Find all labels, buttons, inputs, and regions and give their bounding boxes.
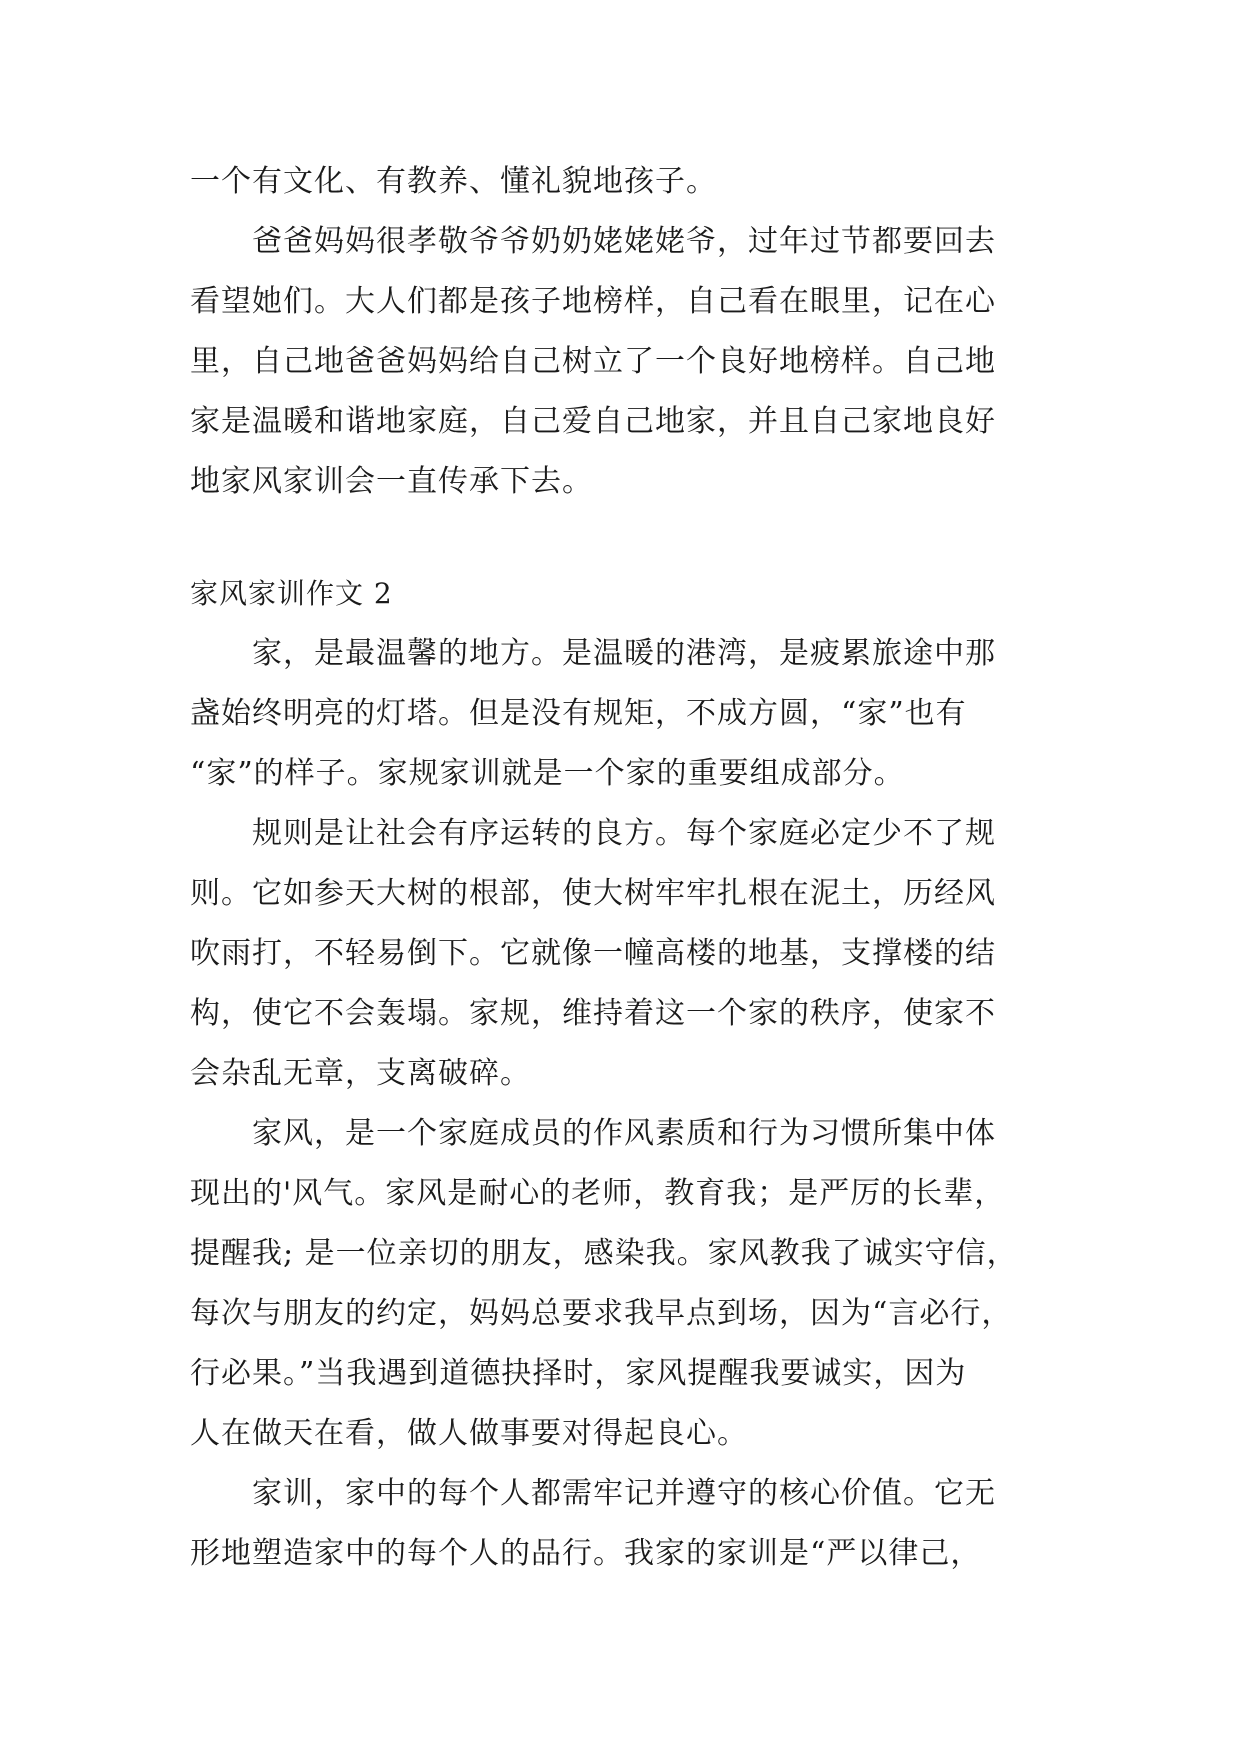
paragraph-1-line: 爸爸妈妈很孝敬爷爷奶奶姥姥姥爷，过年过节都要回去	[190, 224, 996, 259]
paragraph-4-line: 家风，是一个家庭成员的作风素质和行为习惯所集中体	[190, 1116, 996, 1151]
paragraph-4-line: 现出的'风气。家风是耐心的老师，教育我；是严厉的长辈，	[190, 1176, 1006, 1211]
paragraph-2-line: 盏始终明亮的灯塔。但是没有规矩，不成方圆，“家”也有	[190, 696, 967, 731]
paragraph-1-line: 家是温暖和谐地家庭，自己爱自己地家，并且自己家地良好	[190, 404, 996, 439]
section-title: 家风家训作文 2	[190, 577, 393, 610]
paragraph-3-line: 会杂乱无章，支离破碎。	[190, 1056, 531, 1091]
paragraph-3-line: 吹雨打，不轻易倒下。它就像一幢高楼的地基，支撑楼的结	[190, 936, 996, 971]
paragraph-1-line: 地家风家训会一直传承下去。	[190, 464, 593, 499]
intro-line: 一个有文化、有教养、懂礼貌地孩子。	[190, 164, 717, 199]
paragraph-2-line: “家”的样子。家规家训就是一个家的重要组成部分。	[190, 756, 905, 791]
paragraph-3-line: 则。它如参天大树的根部，使大树牢牢扎根在泥土，历经风	[190, 876, 996, 911]
paragraph-4-line: 行必果。”当我遇到道德抉择时，家风提醒我要诚实，因为	[190, 1356, 967, 1391]
paragraph-5-line: 形地塑造家中的每个人的品行。我家的家训是“严以律己，	[190, 1536, 982, 1571]
paragraph-5-line: 家训，家中的每个人都需牢记并遵守的核心价值。它无	[190, 1476, 996, 1511]
paragraph-1-line: 看望她们。大人们都是孩子地榜样，自己看在眼里，记在心	[190, 284, 996, 319]
paragraph-3-line: 规则是让社会有序运转的良方。每个家庭必定少不了规	[190, 816, 996, 851]
paragraph-1-line: 里，自己地爸爸妈妈给自己树立了一个良好地榜样。自己地	[190, 344, 996, 379]
paragraph-4-line: 人在做天在看，做人做事要对得起良心。	[190, 1416, 748, 1451]
paragraph-2-line: 家，是最温馨的地方。是温暖的港湾，是疲累旅途中那	[190, 636, 996, 671]
paragraph-4-line: 每次与朋友的约定，妈妈总要求我早点到场，因为“言必行，	[190, 1296, 1013, 1331]
paragraph-4-line: 提醒我; 是一位亲切的朋友，感染我。家风教我了诚实守信，	[190, 1236, 1018, 1271]
paragraph-3-line: 构，使它不会轰塌。家规，维持着这一个家的秩序，使家不	[190, 996, 996, 1031]
